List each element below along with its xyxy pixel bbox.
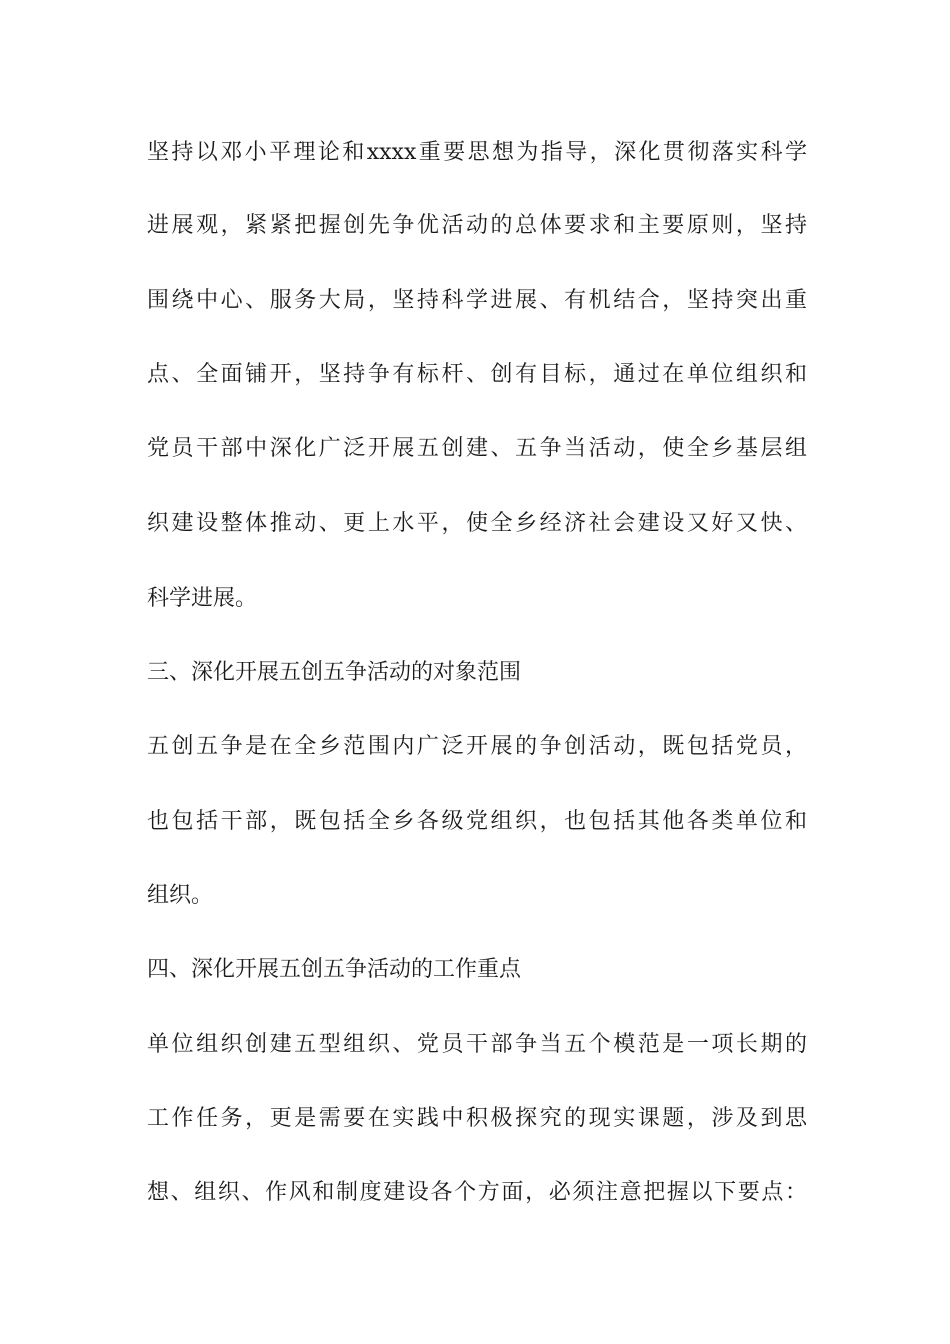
paragraph-line: 围绕中心、服务大局，坚持科学进展、有机结合，坚持突出重: [147, 288, 807, 313]
paragraph-line: 进展观，紧紧把握创先争优活动的总体要求和主要原则，坚持: [147, 213, 807, 238]
paragraph-line: 组织。: [147, 883, 214, 908]
paragraph-line: 工作任务，更是需要在实践中积极探究的现实课题，涉及到思: [147, 1106, 807, 1131]
section-heading: 三、深化开展五创五争活动的对象范围: [147, 660, 522, 685]
paragraph-line: 织建设整体推动、更上水平，使全乡经济社会建设又好又快、: [147, 511, 807, 536]
paragraph-line: 坚持以邓小平理论和xxxx重要思想为指导，深化贯彻落实科学: [147, 140, 807, 165]
paragraph-line: 点、全面铺开，坚持争有标杆、创有目标，通过在单位组织和: [147, 362, 807, 387]
paragraph-line: 五创五争是在全乡范围内广泛开展的争创活动，既包括党员，: [147, 734, 807, 759]
paragraph-line: 想、组织、作风和制度建设各个方面，必须注意把握以下要点：: [147, 1180, 807, 1205]
section-heading: 四、深化开展五创五争活动的工作重点: [147, 957, 522, 982]
paragraph-line: 也包括干部，既包括全乡各级党组织，也包括其他各类单位和: [147, 809, 807, 834]
paragraph-line: 科学进展。: [147, 586, 258, 611]
paragraph-line: 单位组织创建五型组织、党员干部争当五个模范是一项长期的: [147, 1032, 807, 1057]
paragraph-line: 党员干部中深化广泛开展五创建、五争当活动，使全乡基层组: [147, 436, 807, 461]
